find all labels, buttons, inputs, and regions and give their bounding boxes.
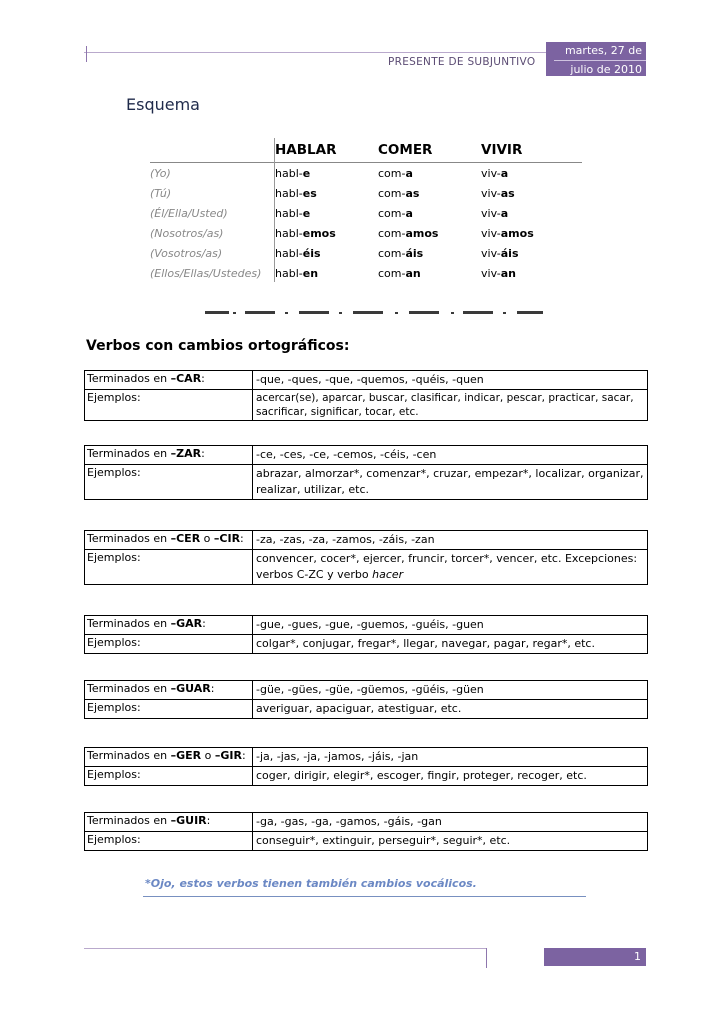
rule-ending: –GUAR — [170, 682, 211, 695]
stem: com- — [378, 206, 406, 220]
rule-prefix: Terminados en — [87, 447, 171, 460]
stem: com- — [378, 246, 406, 260]
rule-row-endings — [85, 748, 647, 767]
dash — [463, 311, 493, 314]
conjugation-table — [150, 138, 582, 283]
dash — [205, 311, 229, 314]
conj-comer — [378, 267, 481, 280]
ending: as — [405, 186, 420, 200]
rule-ending-label: Terminados en –CER o –CIR: — [85, 531, 253, 549]
dot — [339, 312, 342, 314]
col-comer: COMER — [378, 142, 433, 158]
stem: viv- — [481, 246, 501, 260]
rule-ending-alt: –GIR — [214, 749, 242, 762]
rule-examples-text: coger, dirigir, elegir*, escoger, fingir, proteger, recoger, etc. — [256, 769, 587, 782]
rule-examples-label: Ejemplos: — [85, 832, 253, 850]
person-label: (Tú) — [150, 186, 172, 200]
rule-connector: o — [200, 532, 214, 545]
rule-examples — [253, 465, 647, 499]
rule-examples-label: Ejemplos: — [85, 465, 253, 499]
rule-ending-label: Terminados en –ZAR: — [85, 446, 253, 464]
rule-row-endings — [85, 371, 647, 390]
conj-hablar — [275, 267, 378, 280]
conj-comer — [378, 167, 481, 180]
conj-hablar — [275, 187, 378, 200]
rule-examples-text: convencer, cocer*, ejercer, fruncir, torcer*, vencer, etc. Excepciones: verbos C-ZC y verbo — [256, 552, 638, 581]
rule-examples-label: Ejemplos: — [85, 390, 253, 420]
rule-ending-label: Terminados en –GER o –GIR: — [85, 748, 253, 766]
esquema-title: Esquema — [126, 95, 200, 114]
rule-examples — [253, 700, 647, 718]
conj-vivir — [481, 227, 581, 240]
conjugation-row — [150, 243, 582, 263]
ending: éis — [302, 246, 321, 260]
rule-table — [84, 445, 648, 500]
col-vivir: VIVIR — [481, 142, 523, 158]
rule-row-examples — [85, 832, 647, 850]
rule-examples-extra: hacer — [372, 568, 404, 581]
rule-row-endings — [85, 681, 647, 700]
conj-vivir — [481, 207, 581, 220]
rule-ending-label: Terminados en –CAR: — [85, 371, 253, 389]
header-rule — [84, 52, 546, 53]
ending: a — [405, 206, 413, 220]
rule-table — [84, 615, 648, 654]
ending: áis — [500, 246, 519, 260]
ending: en — [302, 266, 319, 280]
rule-forms: -za, -zas, -za, -zamos, -záis, -zan — [256, 533, 435, 546]
rule-forms: -ja, -jas, -ja, -jamos, -jáis, -jan — [256, 750, 419, 763]
rule-prefix: Terminados en — [87, 617, 171, 630]
rule-forms: -güe, -gües, -güe, -güemos, -güéis, -güen — [256, 683, 484, 696]
rule-forms: -gue, -gues, -gue, -guemos, -guéis, -guen — [256, 618, 484, 631]
conj-hablar — [275, 167, 378, 180]
rule-ending: –ZAR — [170, 447, 202, 460]
rule-table — [84, 370, 648, 421]
rule-ending: –CAR — [170, 372, 202, 385]
stem: habl- — [275, 246, 303, 260]
person-label: (Él/Ella/Usted) — [150, 206, 228, 220]
conjugation-header-row — [150, 138, 582, 163]
stem: viv- — [481, 266, 501, 280]
rule-examples-text: conseguir*, extinguir, perseguir*, seguir*, etc. — [256, 834, 511, 847]
rule-examples-label: Ejemplos: — [85, 767, 253, 785]
rule-row-endings — [85, 531, 647, 550]
ending: áis — [405, 246, 424, 260]
rule-examples-label: Ejemplos: — [85, 635, 253, 653]
conj-comer — [378, 227, 481, 240]
rule-row-endings — [85, 446, 647, 465]
stem: com- — [378, 266, 406, 280]
ending: as — [500, 186, 515, 200]
rule-ending: –GER — [170, 749, 202, 762]
ending: a — [405, 166, 413, 180]
note: *Ojo, estos verbos tienen también cambios vocálicos. — [145, 877, 477, 890]
header-date-box — [546, 42, 646, 76]
dot — [503, 312, 506, 314]
rule-ending: –GUIR — [170, 814, 207, 827]
ending: a — [500, 206, 509, 220]
conj-vivir — [481, 267, 581, 280]
rule-ending-alt: –CIR — [213, 532, 241, 545]
stem: viv- — [481, 186, 501, 200]
rule-table — [84, 680, 648, 719]
rule-examples — [253, 550, 647, 584]
rule-prefix: Terminados en — [87, 372, 171, 385]
stem: habl- — [275, 226, 303, 240]
person-label: (Nosotros/as) — [150, 226, 224, 240]
conj-vivir — [481, 167, 581, 180]
rule-examples — [253, 832, 647, 850]
dot — [395, 312, 398, 314]
stem: com- — [378, 226, 406, 240]
ending: e — [302, 166, 311, 180]
dash — [517, 311, 543, 314]
dot — [285, 312, 288, 314]
conj-hablar — [275, 227, 378, 240]
rule-examples-text: abrazar, almorzar*, comenzar*, cruzar, empezar*, localizar, organizar, realizar, utilizar, etc. — [256, 467, 644, 496]
rule-forms: -ce, -ces, -ce, -cemos, -céis, -cen — [256, 448, 437, 461]
conjugation-body — [150, 163, 582, 283]
rule-row-examples — [85, 635, 647, 653]
conjugation-row — [150, 183, 582, 203]
dot — [451, 312, 454, 314]
ending: amos — [405, 226, 439, 240]
rule-table — [84, 747, 648, 786]
col-hablar: HABLAR — [275, 142, 337, 158]
stem: habl- — [275, 166, 303, 180]
rule-examples-text: colgar*, conjugar, fregar*, llegar, navegar, pagar, regar*, etc. — [256, 637, 595, 650]
header-date-line1: martes, 27 de — [564, 44, 642, 57]
person-label: (Yo) — [150, 166, 171, 180]
rule-row-endings — [85, 616, 647, 635]
person-label: (Vosotros/as) — [150, 246, 223, 260]
rule-examples-text: averiguar, apaciguar, atestiguar, etc. — [256, 702, 462, 715]
dash — [245, 311, 275, 314]
header-date-line2: julio de 2010 — [570, 63, 642, 76]
rule-ending: –CER — [170, 532, 201, 545]
stem: viv- — [481, 166, 501, 180]
header-title: PRESENTE DE SUBJUNTIVO — [388, 56, 536, 68]
conj-vivir — [481, 247, 581, 260]
rule-row-examples — [85, 767, 647, 785]
rule-row-examples — [85, 550, 647, 584]
header-tick — [86, 46, 87, 62]
ending: es — [302, 186, 317, 200]
stem: habl- — [275, 266, 303, 280]
conj-hablar — [275, 207, 378, 220]
stem: com- — [378, 166, 406, 180]
rule-row-endings — [85, 813, 647, 832]
conjugation-row — [150, 223, 582, 243]
conjugation-row — [150, 263, 582, 283]
rule-ending: –GAR — [170, 617, 203, 630]
ending: an — [500, 266, 517, 280]
rule-prefix: Terminados en — [87, 814, 171, 827]
stem: viv- — [481, 226, 501, 240]
rule-row-examples — [85, 700, 647, 718]
note-underline — [143, 896, 586, 897]
conj-hablar — [275, 247, 378, 260]
rule-examples — [253, 390, 647, 420]
footer-rule — [84, 948, 487, 949]
conjugation-divider — [274, 138, 275, 282]
rule-prefix: Terminados en — [87, 532, 171, 545]
ending: emos — [302, 226, 336, 240]
conj-comer — [378, 187, 481, 200]
rule-examples-label: Ejemplos: — [85, 550, 253, 584]
rule-examples-text: acercar(se), aparcar, buscar, clasificar, indicar, pescar, practicar, sacar, sacrificar, significar, tocar, etc. — [256, 392, 634, 418]
ending: amos — [500, 226, 534, 240]
rule-row-examples — [85, 465, 647, 499]
rule-forms: -ga, -gas, -ga, -gamos, -gáis, -gan — [256, 815, 442, 828]
rule-forms: -que, -ques, -que, -quemos, -quéis, -quen — [256, 373, 484, 386]
stem: habl- — [275, 206, 303, 220]
ending: a — [500, 166, 509, 180]
rule-table — [84, 812, 648, 851]
conj-comer — [378, 247, 481, 260]
rule-row-examples — [85, 390, 647, 420]
rule-examples — [253, 635, 647, 653]
conj-vivir — [481, 187, 581, 200]
header-date-separator — [554, 60, 646, 61]
person-label: (Ellos/Ellas/Ustedes) — [150, 266, 262, 280]
dot — [233, 312, 236, 314]
rule-table — [84, 530, 648, 585]
rule-ending-label: Terminados en –GUIR: — [85, 813, 253, 831]
page-number: 1 — [544, 948, 646, 966]
rule-ending-label: Terminados en –GAR: — [85, 616, 253, 634]
rule-examples — [253, 767, 647, 785]
ending: e — [302, 206, 311, 220]
conjugation-row — [150, 163, 582, 183]
stem: com- — [378, 186, 406, 200]
footer-tick — [486, 948, 487, 968]
rule-ending-label: Terminados en –GUAR: — [85, 681, 253, 699]
rule-prefix: Terminados en — [87, 749, 171, 762]
rule-prefix: Terminados en — [87, 682, 171, 695]
stem: viv- — [481, 206, 501, 220]
dash — [299, 311, 329, 314]
rule-examples-label: Ejemplos: — [85, 700, 253, 718]
dash — [353, 311, 383, 314]
conj-comer — [378, 207, 481, 220]
conjugation-row — [150, 203, 582, 223]
dash — [409, 311, 439, 314]
rule-connector: o — [201, 749, 215, 762]
ending: an — [405, 266, 421, 280]
stem: habl- — [275, 186, 303, 200]
section-title: Verbos con cambios ortográficos: — [86, 338, 350, 354]
